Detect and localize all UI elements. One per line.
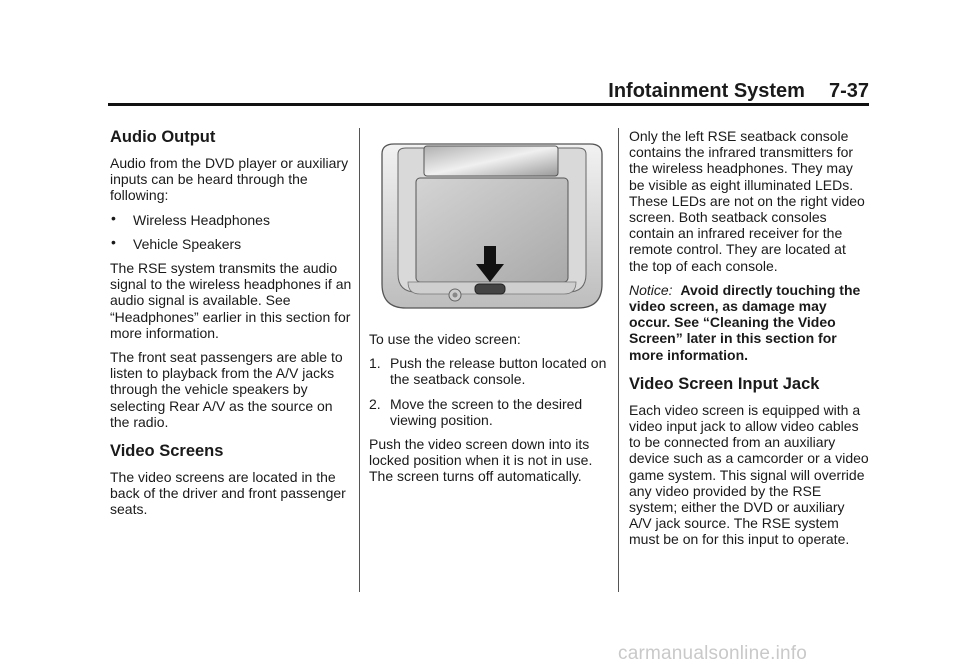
- bullet-icon: •: [111, 233, 116, 250]
- watermark: carmanualsonline.info: [618, 643, 808, 664]
- list-item-text: Wireless Headphones: [133, 211, 270, 228]
- rse-seatback-console-illustration: [372, 134, 612, 314]
- page-header: [608, 80, 869, 103]
- list-item: [369, 396, 609, 428]
- column-2: [369, 331, 609, 493]
- paragraph: To use the video screen:: [369, 331, 521, 347]
- list-item: [369, 355, 609, 387]
- list-item: [110, 209, 352, 228]
- step-number: 2.: [369, 395, 381, 412]
- paragraph: Each video screen is equipped with a video input jack to allow video cables to be connected from an auxiliary device such as a camcorder or a video game system. This signal will override any video provided by the RSE system; either the DVD or auxiliary A/V jack source. The RSE system must be on for this input to operate.: [629, 401, 869, 548]
- heading-video-screens: Video Screens: [110, 442, 224, 461]
- section-title: Infotainment System: [608, 80, 805, 102]
- list-item: [110, 233, 352, 252]
- release-button-icon: [475, 284, 505, 294]
- column-3: [629, 128, 869, 556]
- notice-label: Notice:: [629, 281, 673, 298]
- paragraph: Only the left RSE seatback console contains the infrared transmitters for the wireless headphones. They may be visible as eight illuminated LEDs. These LEDs are not on the right video screen. Both seatback consoles contain an infrared receiver for the remote control. They are located at the top of each console.: [629, 128, 865, 274]
- page-number: 7-37: [828, 80, 869, 102]
- notice: [629, 282, 869, 363]
- list-item-text: Vehicle Speakers: [133, 235, 242, 252]
- notice-body: Avoid directly touching the video screen, as damage may occur. See “Cleaning the Video Screen” later in this section for more information.: [629, 281, 861, 363]
- paragraph: Audio from the DVD player or auxiliary inputs can be heard through the following:: [110, 155, 349, 204]
- paragraph: The front seat passengers are able to listen to playback from the A/V jacks through the vehicle speakers by selecting Rear A/V as the source on the radio.: [110, 349, 343, 430]
- step-text: Push the release button located on the seatback console.: [390, 355, 607, 388]
- step-text: Move the screen to the desired viewing position.: [390, 395, 583, 428]
- paragraph: The video screens are located in the back of the driver and front passenger seats.: [110, 469, 346, 518]
- paragraph: Push the video screen down into its locked position when it is not in use. The screen turns off automatically.: [369, 436, 593, 485]
- heading-video-screen-input-jack: Video Screen Input Jack: [629, 374, 820, 393]
- column-1: [110, 128, 352, 526]
- paragraph: The RSE system transmits the audio signal to the wireless headphones if an audio signal is available. See “Headphones” earlier in this section for more information.: [110, 260, 352, 341]
- heading-audio-output: Audio Output: [110, 128, 216, 146]
- bullet-icon: •: [111, 209, 116, 226]
- header-rule: [108, 103, 869, 106]
- column-divider-2: [618, 128, 619, 592]
- column-divider-1: [359, 128, 360, 592]
- step-number: 1.: [369, 355, 381, 372]
